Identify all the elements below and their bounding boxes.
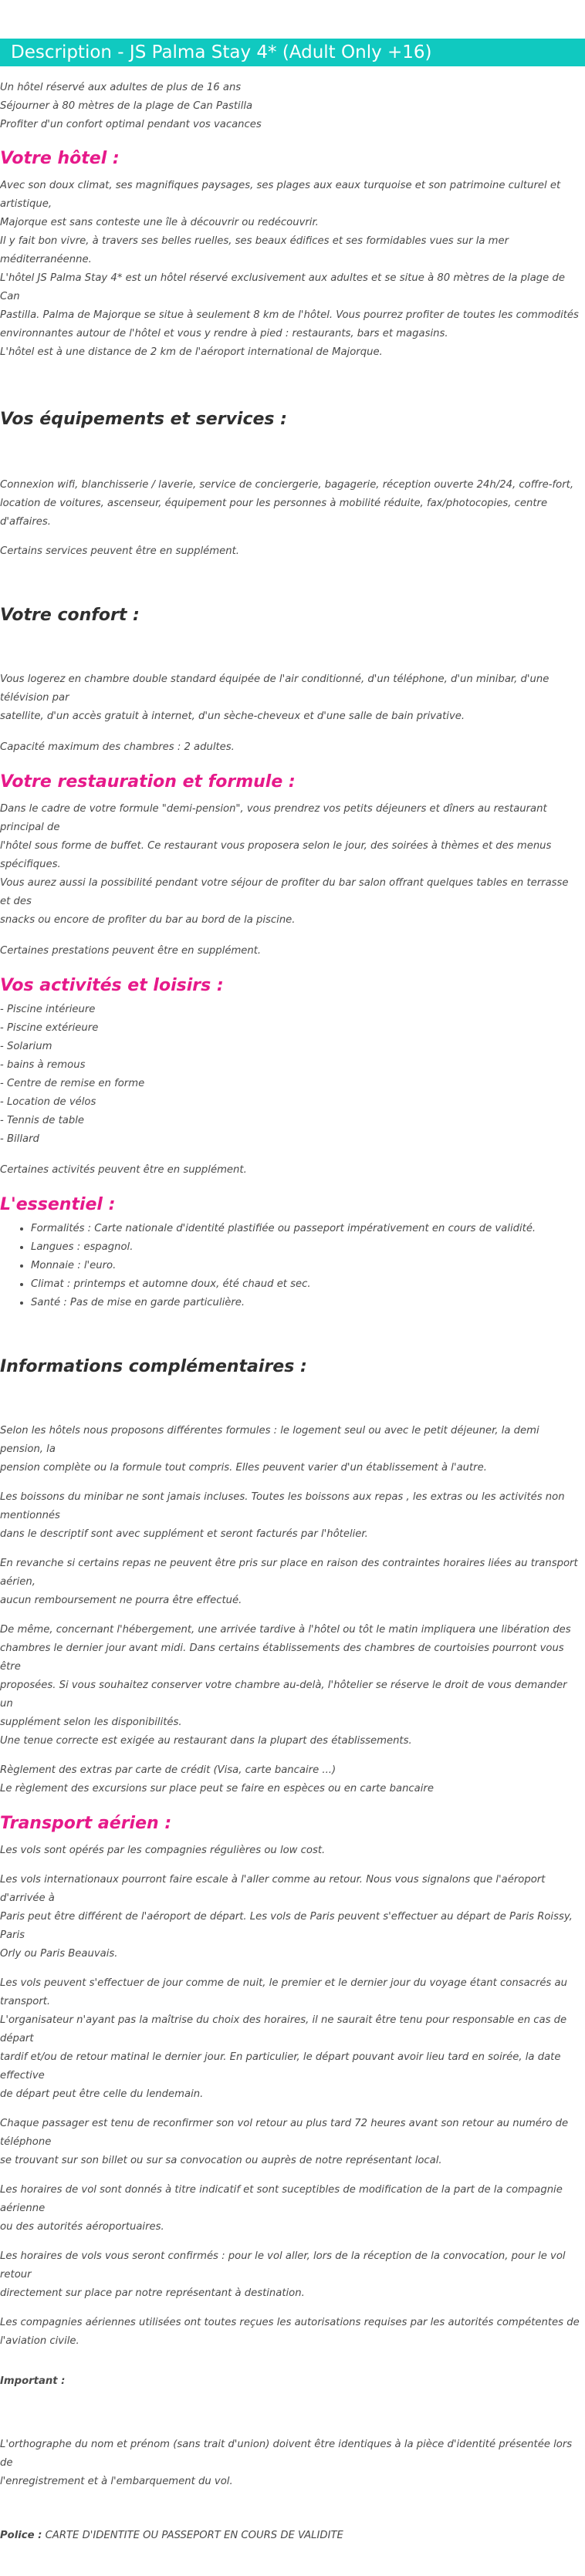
restauration-block [0,800,580,930]
police-value: CARTE D'IDENTITE OU PASSEPORT EN COURS DE VALIDITE [42,2530,343,2541]
intro-line: Un hôtel réservé aux adultes de plus de 16 ans [0,82,242,93]
important-block [0,2436,580,2491]
infos-line: Règlement des extras par carte de crédit (Visa, carte bancaire ...) [0,1764,336,1776]
infos-line: aucun remboursement ne pourra être effectué. [0,1595,242,1606]
transport-line: Orly ou Paris Beauvais. [0,1948,118,1960]
infos-line: Selon les hôtels nous proposons différentes formules : le logement seul ou avec le petit déjeuner, la demi pension, la [0,1425,539,1455]
intro-block [0,79,580,134]
activite-item: - Tennis de table [0,1115,85,1126]
infos-line: supplément selon les disponibilités. [0,1717,182,1728]
transport-line: Les horaires de vol sont donnés à titre indicatif et sont suceptibles de modification de la part de la compagnie aérienne [0,2184,563,2214]
activite-item: - Billard [0,1133,39,1145]
transport-paragraph [0,2115,580,2170]
infos-line: Le règlement des excursions sur place peut se faire en espèces ou en carte bancaire [0,1783,434,1794]
infos-line: De même, concernant l'hébergement, une arrivée tardive à l'hôtel ou tôt le matin impliquera une libération des [0,1624,571,1636]
essentiel-heading: L'essentiel : [0,1195,116,1214]
transport-line: l'aviation civile. [0,2335,79,2347]
intro-line: Séjourner à 80 mètres de la plage de Can Pastilla [0,100,253,112]
transport-line: Les horaires de vols vous seront confirmés : pour le vol aller, lors de la réception de la convocation, pour le vol retour [0,2250,566,2281]
police-row [0,2527,580,2545]
transport-line: Chaque passager est tenu de reconfirmer son vol retour au plus tard 72 heures avant son retour au numéro de téléphone [0,2118,569,2148]
equipements-note: Certains services peuvent être en supplément. [0,545,239,557]
transport-line: Les compagnies aériennes utilisées ont toutes reçues les autorisations requises par les autorités compétentes de [0,2317,580,2328]
infos-line: pension complète ou la formule tout compris. Elles peuvent varier d'un établissement à l'autre. [0,1462,487,1474]
transport-paragraph [0,2181,580,2237]
hotel-line: Il y fait bon vivre, à travers ses belles ruelles, ses beaux édifices et ses formidables vues sur la mer méditerranéenne. [0,235,509,265]
transport-line: Les vols peuvent s'effectuer de jour comme de nuit, le premier et le dernier jour du voyage étant consacrés au transport. [0,1977,567,2007]
confort-heading: Votre confort : [0,606,140,625]
confort-note: Capacité maximum des chambres : 2 adultes. [0,741,235,753]
restauration-line: Dans le cadre de votre formule "demi-pension", vous prendrez vos petits déjeuners et dîners au restaurant principal de [0,803,547,833]
description-content [0,79,580,2545]
transport-line: ou des autorités aéroportuaires. [0,2221,164,2233]
activite-item: - Piscine intérieure [0,1004,96,1015]
restauration-line: Vous aurez aussi la possibilité pendant votre séjour de profiter du bar salon offrant quelques tables en terrasse et des [0,877,569,907]
page [0,39,585,2576]
infos-line: Les boissons du minibar ne sont jamais incluses. Toutes les boissons aux repas , les extras ou les activités non mentionnés [0,1491,565,1521]
hotel-line: Pastilla. Palma de Majorque se situe à seulement 8 km de l'hôtel. Vous pourrez profiter de toutes les commodités [0,309,579,321]
transport-line: tardif et/ou de retour matinal le dernier jour. En particulier, le départ pouvant avoir lieu tard en soirée, la date effective [0,2051,561,2081]
hotel-block [0,177,580,362]
confort-line: Vous logerez en chambre double standard équipée de l'air conditionné, d'un téléphone, d'un minibar, d'une télévision par [0,674,549,704]
infos-line: dans le descriptif sont avec supplément et seront facturés par l'hôtelier. [0,1528,368,1540]
activites-note: Certaines activités peuvent être en supplément. [0,1164,247,1176]
infos-paragraph [0,1555,580,1610]
activite-item: - bains à remous [0,1059,86,1071]
transport-paragraph [0,2314,580,2351]
important-line: L'orthographe du nom et prénom (sans trait d'union) doivent être identiques à la pièce d'identité présentée lors de [0,2439,573,2469]
infos-line: Une tenue correcte est exigée au restaurant dans la plupart des établissements. [0,1735,412,1747]
infos-line: chambres le dernier jour avant midi. Dans certains établissements des chambres de courtoisies pourront vous être [0,1642,564,1673]
confort-block [0,670,580,726]
essentiel-item: • Langues : espagnol. [31,1238,580,1257]
transport-line: de départ peut être celle du lendemain. [0,2088,204,2100]
restauration-line: l'hôtel sous forme de buffet. Ce restaurant vous proposera selon le jour, des soirées à thèmes et des menus spécifiques. [0,840,552,870]
activite-item: - Location de vélos [0,1096,96,1108]
essentiel-list [0,1220,580,1312]
transport-line: Paris peut être différent de l'aéroport de départ. Les vols de Paris peuvent s'effectuer au départ de Paris Roissy, Paris [0,1911,573,1941]
activites-list [0,1001,580,1149]
intro-line: Profiter d'un confort optimal pendant vos vacances [0,119,262,130]
equipements-line: Connexion wifi, blanchisserie / laverie, service de conciergerie, bagagerie, réception ouverte 24h/24, coffre-fort, [0,479,574,491]
activite-item: - Centre de remise en forme [0,1078,145,1089]
hotel-line: L'hôtel est à une distance de 2 km de l'aéroport international de Majorque. [0,346,383,358]
confort-line: satellite, d'un accès gratuit à internet, d'un sèche-cheveux et d'une salle de bain privative. [0,711,465,722]
essentiel-item: • Monnaie : l'euro. [31,1257,580,1275]
hotel-line: environnantes autour de l'hôtel et vous y rendre à pied : restaurants, bars et magasins. [0,328,448,339]
essentiel-item: • Formalités : Carte nationale d'identité plastifiée ou passeport impérativement en cours de validité. [31,1220,580,1238]
description-banner: Description - JS Palma Stay 4* (Adult Only +16) [0,39,585,66]
important-line: l'enregistrement et à l'embarquement du vol. [0,2476,233,2487]
equipements-heading: Vos équipements et services : [0,410,287,429]
transport-line: Les vols internationaux pourront faire escale à l'aller comme au retour. Nous vous signalons que l'aéroport d'arrivée à [0,1874,546,1904]
transport-heading: Transport aérien : [0,1814,172,1833]
hotel-heading: Votre hôtel : [0,149,120,168]
transport-paragraph [0,1842,580,1860]
hotel-line: Avec son doux climat, ses magnifiques paysages, ses plages aux eaux turquoise et son patrimoine culturel et artistique, [0,180,561,210]
infos-paragraph [0,1488,580,1544]
infos-heading: Informations complémentaires : [0,1357,307,1376]
infos-line: En revanche si certains repas ne peuvent être pris sur place en raison des contraintes horaires liées au transport aérien, [0,1558,578,1588]
restauration-note: Certaines prestations peuvent être en supplément. [0,945,262,957]
restauration-heading: Votre restauration et formule : [0,772,296,792]
transport-line: directement sur place par notre représentant à destination. [0,2287,305,2299]
infos-paragraph [0,1761,580,1798]
infos-line: proposées. Si vous souhaitez conserver votre chambre au-delà, l'hôtelier se réserve le droit de vous demander un [0,1680,567,1710]
essentiel-item: • Santé : Pas de mise en garde particulière. [31,1294,580,1312]
police-label: Police : [0,2530,42,2541]
hotel-line: Majorque est sans conteste une île à découvrir ou redécouvrir. [0,217,319,228]
equipements-block [0,476,580,532]
transport-paragraph [0,2247,580,2303]
transport-line: Les vols sont opérés par les compagnies régulières ou low cost. [0,1845,326,1856]
important-label: Important : [0,2375,66,2387]
hotel-line: L'hôtel JS Palma Stay 4* est un hôtel réservé exclusivement aux adultes et se situe à 80 mètres de la plage de Can [0,272,565,302]
transport-paragraph [0,1871,580,1963]
transport-line: L'organisateur n'ayant pas la maîtrise du choix des horaires, il ne saurait être tenu pour responsable en cas de départ [0,2014,567,2044]
infos-paragraph [0,1621,580,1751]
transport-paragraph [0,1974,580,2104]
essentiel-item: • Climat : printemps et automne doux, été chaud et sec. [31,1275,580,1294]
equipements-line: location de voitures, ascenseur, équipement pour les personnes à mobilité réduite, fax/photocopies, centre d'affaires. [0,498,548,528]
restauration-line: snacks ou encore de profiter du bar au bord de la piscine. [0,914,296,926]
activite-item: - Solarium [0,1041,52,1052]
activite-item: - Piscine extérieure [0,1022,99,1034]
transport-line: se trouvant sur son billet ou sur sa convocation ou auprès de notre représentant local. [0,2155,442,2166]
infos-paragraph [0,1422,580,1477]
activites-heading: Vos activités et loisirs : [0,976,224,995]
